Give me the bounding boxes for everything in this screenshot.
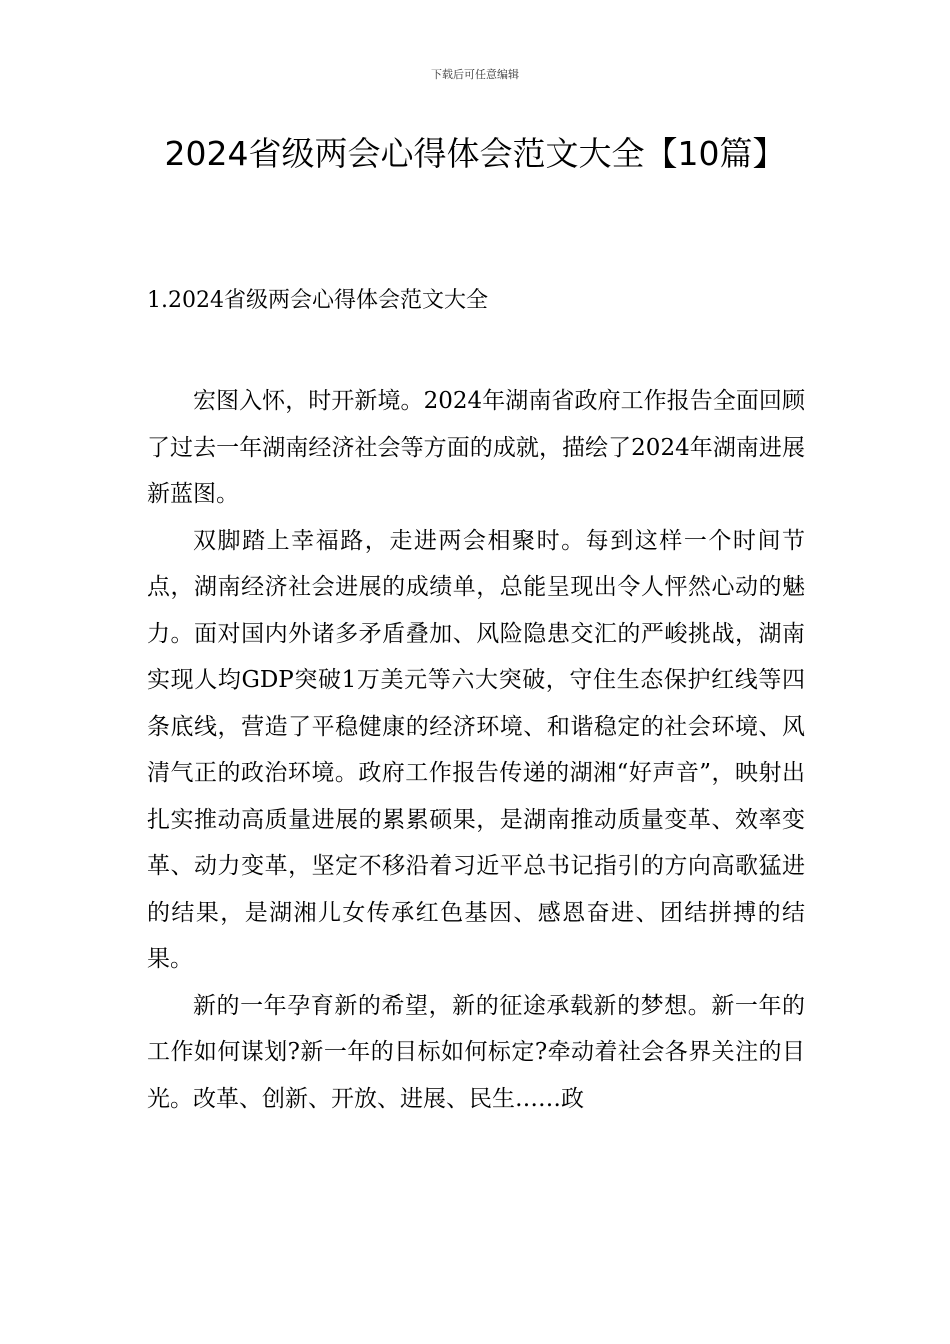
paragraph: 双脚踏上幸福路，走进两会相聚时。每到这样一个时间节点，湖南经济社会进展的成绩单，总能呈现出令人怦然心动的魅力。面对国内外诸多矛盾叠加、风险隐患交汇的严峻挑战，湖南实现人均GDP突破1万美元等六大突破，守住生态保护红线等四条底线，营造了平稳健康的经济环境、和谐稳定的社会环境、风清气正的政治环境。政府工作报告传递的湖湘“好声音”，映射出扎实推动高质量进展的累累硕果，是湖南推动质量变革、效率变革、动力变革，坚定不移沿着习近平总书记指引的方向高歌猛进的结果，是湖湘儿女传承红色基因、感恩奋进、团结拼搏的结果。 — [147, 527, 805, 972]
section-heading: 1.2024省级两会心得体会范文大全 — [147, 288, 488, 313]
document-body — [147, 378, 805, 1122]
paragraph: 新的一年孕育新的希望，新的征途承载新的梦想。新一年的工作如何谋划?新一年的目标如何标定?牵动着社会各界关注的目光。改革、创新、开放、进展、民生……政 — [147, 992, 805, 1112]
header-note: 下载后可任意编辑 — [431, 68, 519, 81]
paragraph: 宏图入怀，时开新境。2024年湖南省政府工作报告全面回顾了过去一年湖南经济社会等方面的成就，描绘了2024年湖南进展新蓝图。 — [147, 388, 805, 507]
document-title: 2024省级两会心得体会范文大全【10篇】 — [164, 134, 786, 173]
